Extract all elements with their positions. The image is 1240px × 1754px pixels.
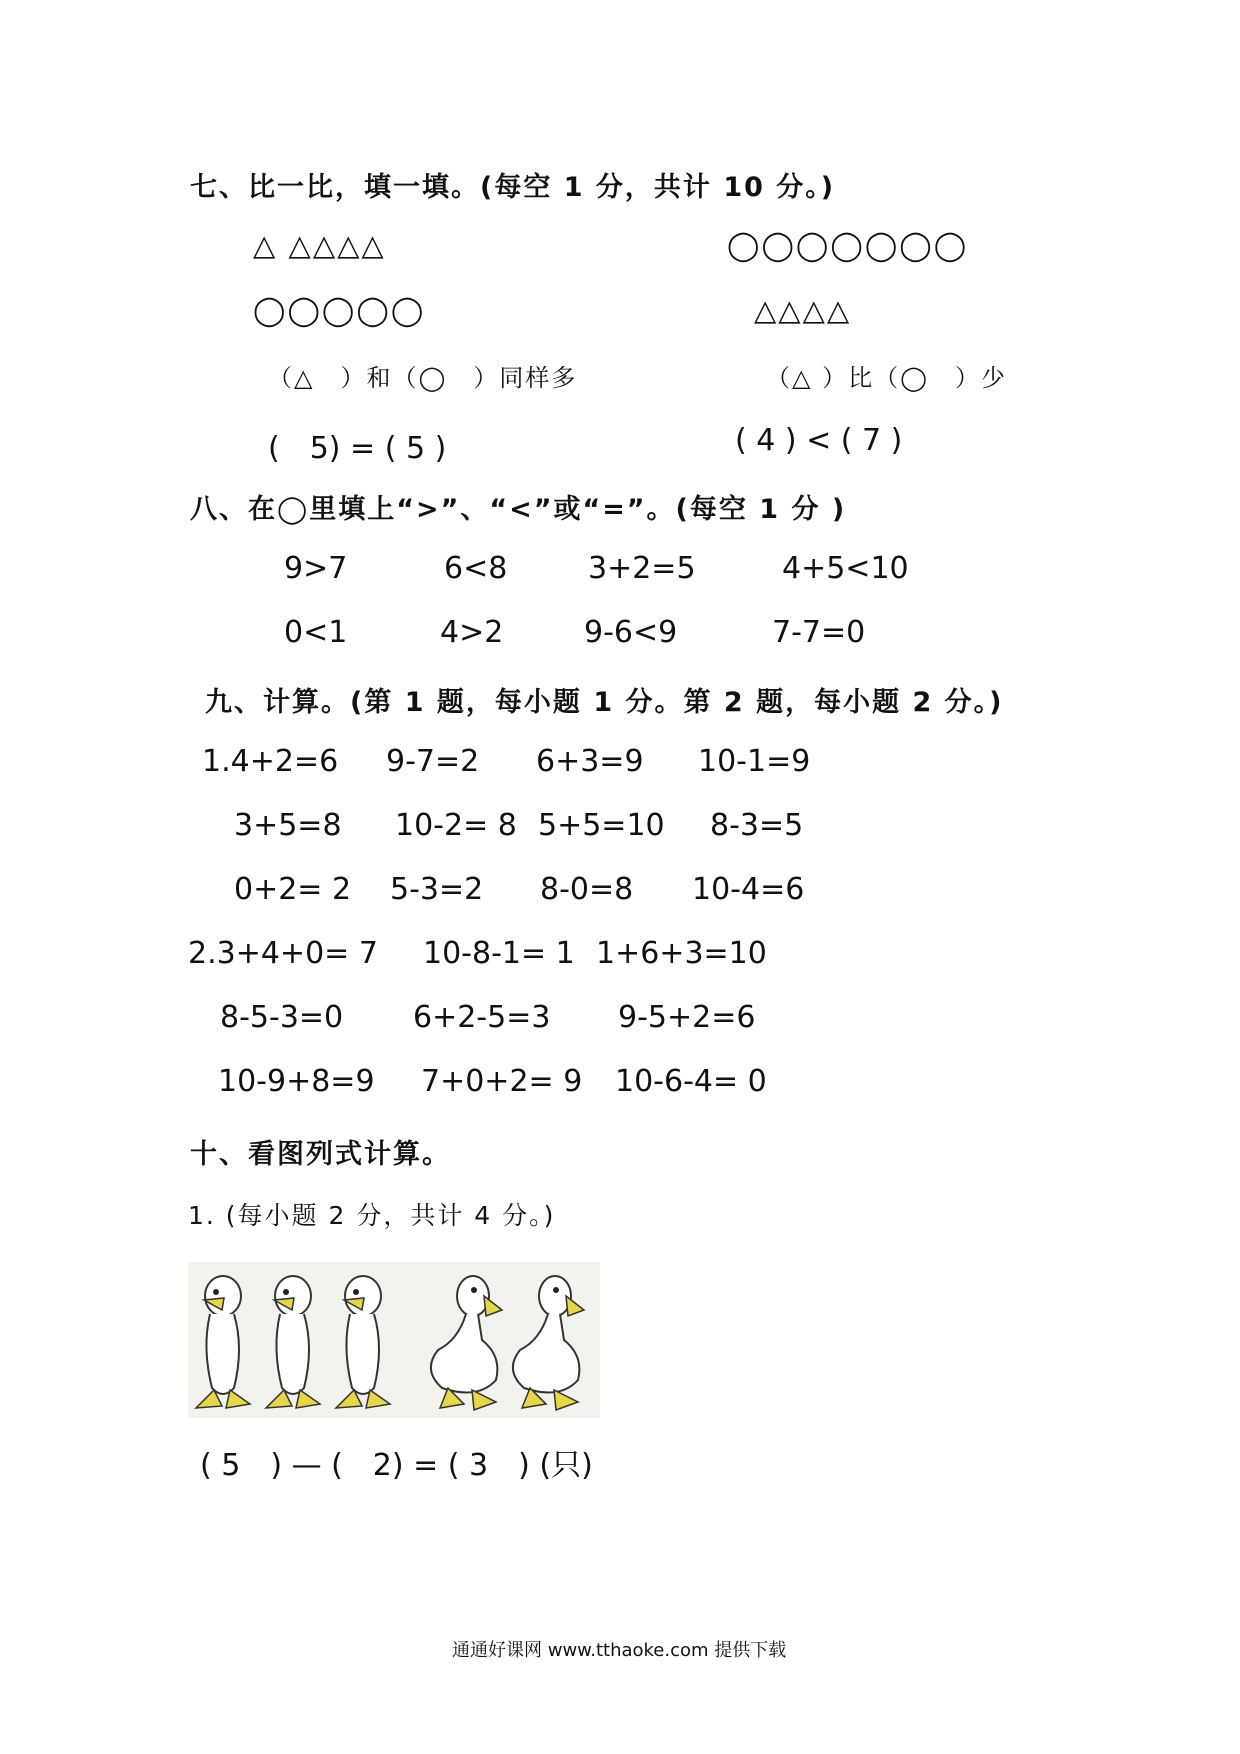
section7-heading: 七、比一比，填一填。(每空 1 分，共计 10 分。) — [190, 172, 836, 203]
compare-item: 4+5<10 — [782, 551, 909, 586]
ducks-icon — [188, 1262, 600, 1418]
compare-item: 9-6<9 — [584, 615, 678, 650]
compare-item: 4>2 — [440, 615, 504, 650]
section10-heading: 十、看图列式计算。 — [190, 1139, 451, 1170]
answer-right: ( 4 ) < ( 7 ) — [735, 423, 903, 458]
calc-item: 10-6-4= 0 — [615, 1064, 767, 1099]
calc-item: 10-4=6 — [692, 872, 805, 907]
calc-item: 8-0=8 — [540, 872, 634, 907]
circle-row-right: ◯◯◯◯◯◯◯ — [727, 228, 969, 262]
calc-item: 7+0+2= 9 — [421, 1064, 583, 1099]
calc-item: 8-3=5 — [710, 808, 804, 843]
footer-credit: 通通好课网 www.tthaoke.com 提供下载 — [452, 1640, 787, 1661]
compare-right: （△ ）比（◯ ）少 — [766, 364, 1007, 392]
calc-item: 9-7=2 — [386, 744, 480, 779]
section10-answer: ( 5 ) — ( 2) = ( 3 ) (只) — [200, 1448, 593, 1483]
calc-item: 8-5-3=0 — [220, 1000, 344, 1035]
ducks-illustration — [188, 1262, 600, 1418]
compare-item: 6<8 — [444, 551, 508, 586]
compare-item: 0<1 — [284, 615, 348, 650]
section9-heading: 九、计算。(第 1 题，每小题 1 分。第 2 题，每小题 2 分。) — [205, 687, 1004, 718]
triangle-row-left: △ △△△△ — [253, 228, 386, 262]
section8-heading: 八、在◯里填上“>”、“<”或“=”。(每空 1 分 ) — [190, 494, 847, 525]
section10-sub1: 1. (每小题 2 分，共计 4 分。) — [188, 1201, 556, 1230]
compare-item: 3+2=5 — [588, 551, 696, 586]
compare-item: 9>7 — [284, 551, 348, 586]
compare-left: （△ ）和（◯ ）同样多 — [268, 364, 578, 392]
calc-item: 5+5=10 — [538, 808, 665, 843]
calc-item: 3+5=8 — [234, 808, 342, 843]
calc-item: 1.4+2=6 — [202, 744, 339, 779]
circle-row-left: ◯◯◯◯◯ — [253, 293, 426, 327]
calc-item: 10-8-1= 1 — [423, 936, 575, 971]
calc-item: 6+3=9 — [536, 744, 644, 779]
compare-item: 7-7=0 — [772, 615, 866, 650]
triangle-row-right: △△△△ — [754, 293, 852, 327]
answer-left: ( 5) = ( 5 ) — [268, 431, 447, 466]
calc-item: 9-5+2=6 — [618, 1000, 756, 1035]
calc-item: 10-2= 8 — [395, 808, 517, 843]
calc-item: 10-1=9 — [698, 744, 811, 779]
calc-item: 1+6+3=10 — [596, 936, 767, 971]
calc-item: 0+2= 2 — [234, 872, 352, 907]
calc-item: 10-9+8=9 — [218, 1064, 375, 1099]
calc-item: 6+2-5=3 — [413, 1000, 551, 1035]
calc-item: 2.3+4+0= 7 — [188, 936, 378, 971]
calc-item: 5-3=2 — [390, 872, 484, 907]
